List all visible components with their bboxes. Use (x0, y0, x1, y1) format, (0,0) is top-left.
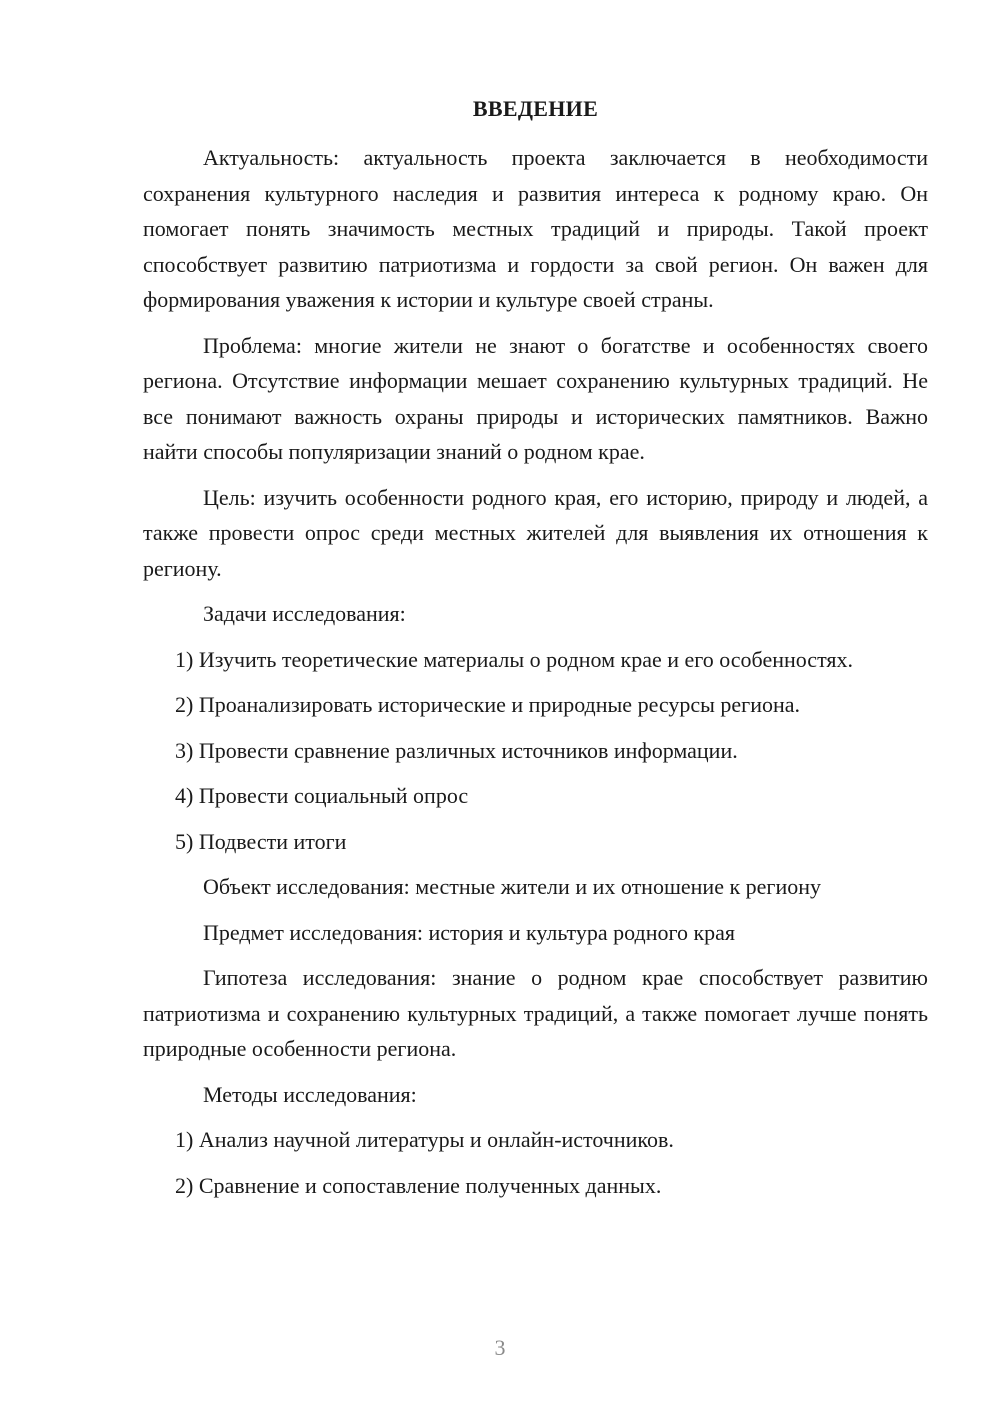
task-item: 4) Провести социальный опрос (175, 783, 469, 808)
goal-paragraph: Цель: изучить особенности родного края, его историю, природу и людей, а также провести опрос среди местных жителей для выявления их отношения к региону. (143, 484, 928, 581)
page-number: 3 (494, 1335, 506, 1360)
task-item: 1) Изучить теоретические материалы о родном крае и его особенностях. (175, 646, 854, 672)
relevance-paragraph: Актуальность: актуальность проекта заключается в необходимости сохранения культурного наследия и развития интереса к родному краю. Он помогает понять значимость местных традиций и природы. Такой проект способствует развитию патриотизма и гордости за свой регион. Он важен для формирования уважения к истории и культуре своей страны. (143, 145, 928, 312)
research-object: Объект исследования: местные жители и их отношение к региону (203, 874, 821, 899)
hypothesis-paragraph: Гипотеза исследования: знание о родном крае способствует развитию патриотизма и сохранению культурных традиций, а также помогает лучше понять природные особенности региона. (143, 965, 928, 1061)
task-item: 3) Провести сравнение различных источников информации. (175, 737, 738, 763)
page-title: ВВЕДЕНИЕ (472, 96, 599, 121)
document-body (143, 96, 928, 1213)
tasks-heading: Задачи исследования: (203, 601, 406, 626)
problem-paragraph: Проблема: многие жители не знают о богатстве и особенностях своего региона. Отсутствие информации мешает сохранению культурных традиций. Не все понимают важность охраны природы и исторических памятников. Важно найти способы популяризации знаний о родном крае. (143, 332, 928, 464)
task-item: 5) Подвести итоги (175, 828, 347, 854)
research-subject: Предмет исследования: история и культура родного края (203, 919, 736, 945)
method-item: 1) Анализ научной литературы и онлайн-источников. (175, 1127, 674, 1152)
method-item: 2) Сравнение и сопоставление полученных данных. (175, 1172, 662, 1198)
methods-heading: Методы исследования: (203, 1081, 417, 1107)
task-item: 2) Проанализировать исторические и природные ресурсы региона. (175, 692, 801, 717)
